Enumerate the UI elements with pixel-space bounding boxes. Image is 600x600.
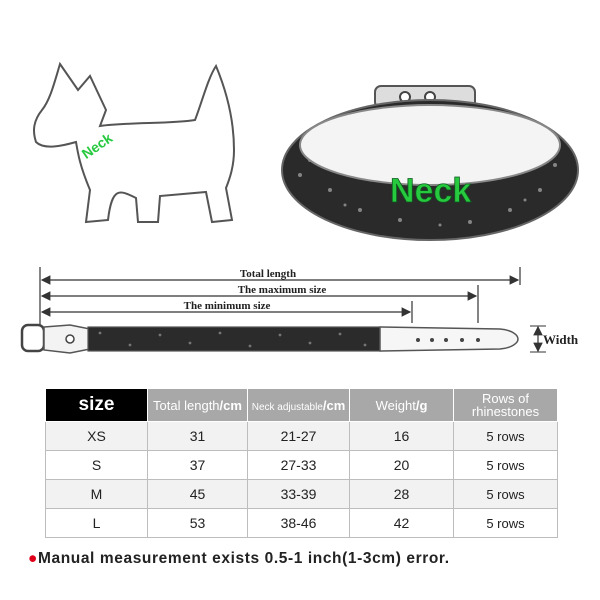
header-weight: [350, 389, 454, 422]
header-weight-unit: /g: [415, 397, 428, 413]
cell-neck: 27-33: [248, 451, 350, 480]
cell-size: S: [46, 451, 148, 480]
cell-total-length: 37: [148, 451, 248, 480]
header-total-length-unit: /cm: [219, 397, 242, 413]
table-header-row: [46, 389, 558, 422]
cell-size: M: [46, 480, 148, 509]
dog-outline-illustration: [20, 50, 250, 235]
cell-weight: 16: [350, 422, 454, 451]
header-rows-line1: Rows of: [482, 391, 529, 406]
header-size: size: [46, 389, 148, 422]
footnote-text: Manual measurement exists 0.5-1 inch(1-3cm) error.: [37, 550, 450, 567]
table-row: [46, 451, 558, 480]
collar-buckle: [22, 325, 44, 351]
bullet-icon: ●: [28, 550, 38, 567]
collar-tail-strap: [380, 327, 518, 351]
size-chart-table: [45, 388, 558, 538]
header-weight-text: Weight: [375, 397, 416, 413]
cell-weight: 20: [350, 451, 454, 480]
cell-total-length: 31: [148, 422, 248, 451]
cell-weight: 28: [350, 480, 454, 509]
cell-rows: 5 rows: [454, 480, 558, 509]
collar-neck-label: Neck: [390, 172, 472, 210]
dog-neck-label: Neck: [78, 129, 116, 162]
min-size-label: The minimum size: [183, 300, 271, 312]
table-row: [46, 509, 558, 538]
cell-rows: 5 rows: [454, 451, 558, 480]
header-rows: [454, 389, 558, 422]
cell-rows: 5 rows: [454, 422, 558, 451]
header-neck-text: Neck adjustable: [251, 401, 323, 413]
cell-size: L: [46, 509, 148, 538]
max-size-label: The maximum size: [237, 284, 327, 296]
table-row: [46, 480, 558, 509]
table-row: [46, 422, 558, 451]
cell-total-length: 45: [148, 480, 248, 509]
cell-rows: 5 rows: [454, 509, 558, 538]
collar-side-view: [22, 325, 518, 353]
collar-ring-illustration: [270, 80, 590, 250]
cell-total-length: 53: [148, 509, 248, 538]
cell-neck: 21-27: [248, 422, 350, 451]
total-length-label: Total length: [239, 268, 297, 280]
cell-size: XS: [46, 422, 148, 451]
header-total-length-text: Total length: [153, 397, 220, 413]
collar-rhinestone-strip: [88, 327, 380, 351]
dog-outline: [34, 64, 234, 222]
header-neck-unit: /cm: [322, 397, 346, 413]
header-neck-adjustable: [248, 389, 350, 422]
cell-weight: 42: [350, 509, 454, 538]
header-rows-line2: rhinestones: [471, 404, 540, 419]
width-label: Width: [543, 332, 579, 347]
header-total-length: [148, 389, 248, 422]
measurement-error-note: [28, 550, 450, 568]
cell-neck: 38-46: [248, 509, 350, 538]
cell-neck: 33-39: [248, 480, 350, 509]
collar-dimension-diagram: [0, 255, 600, 385]
